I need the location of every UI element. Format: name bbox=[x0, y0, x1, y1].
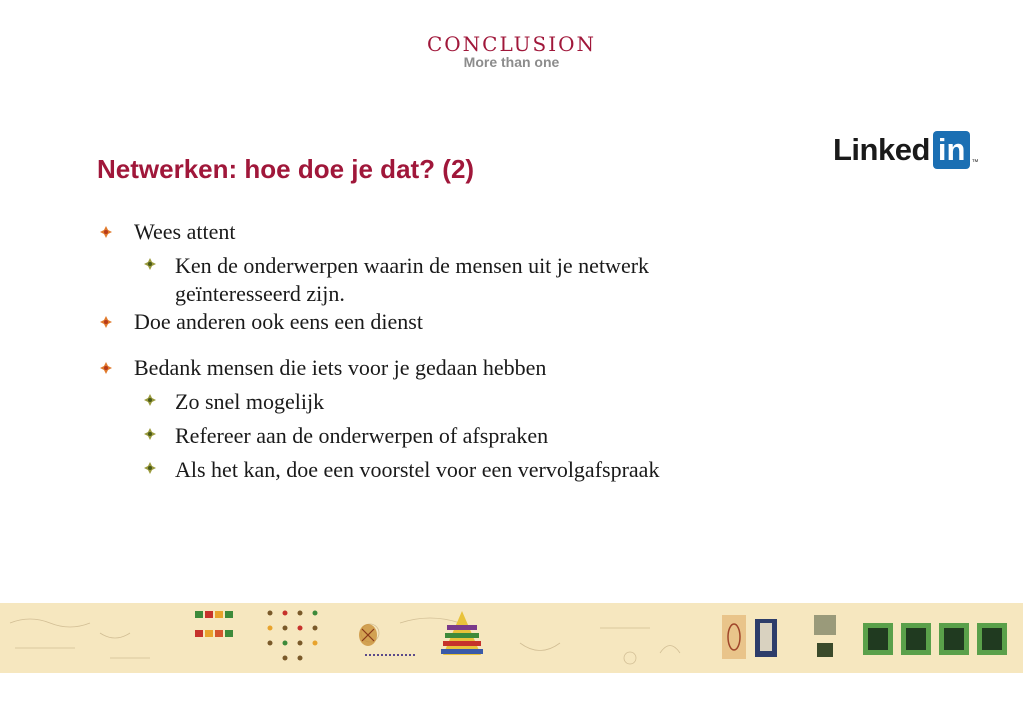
sub-bullet-item bbox=[97, 456, 697, 484]
sub-bullet-marker-icon bbox=[143, 427, 157, 441]
sub-bullet-text: Ken de onderwerpen waarin de mensen uit je netwerk geïnteresseerd zijn. bbox=[175, 253, 650, 306]
sub-bullet-text: Refereer aan de onderwerpen of afspraken bbox=[175, 423, 549, 448]
bullet-marker-icon bbox=[99, 225, 113, 239]
slide-title: Netwerken: hoe doe je dat? (2) bbox=[97, 154, 475, 184]
sub-bullet-item bbox=[97, 388, 697, 416]
bullet-text: Doe anderen ook eens een dienst bbox=[134, 309, 423, 334]
sub-bullet-marker-icon bbox=[143, 257, 157, 271]
sub-bullet-item bbox=[97, 422, 697, 450]
footer-artwork-strip bbox=[0, 603, 1023, 673]
brand-logo bbox=[0, 32, 1023, 70]
sub-bullet-marker-icon bbox=[143, 393, 157, 407]
bullet-list bbox=[97, 218, 697, 484]
sub-bullet-marker-icon bbox=[143, 461, 157, 475]
bullet-marker-icon bbox=[99, 315, 113, 329]
bullet-text: Wees attent bbox=[134, 219, 236, 244]
sub-bullet-item bbox=[97, 252, 697, 308]
bullet-item bbox=[97, 354, 697, 382]
sub-bullet-text: Als het kan, doe een voorstel voor een vervolgafspraak bbox=[175, 457, 660, 482]
brand-name: CONCLUSION bbox=[426, 32, 597, 56]
bullet-item bbox=[97, 308, 697, 336]
bullet-item bbox=[97, 218, 697, 246]
linkedin-logo-trademark: ™ bbox=[971, 159, 979, 166]
linkedin-logo-word: Linked bbox=[833, 132, 930, 167]
bullet-marker-icon bbox=[99, 361, 113, 375]
linkedin-logo bbox=[833, 130, 978, 170]
brand-tagline: More than one bbox=[463, 54, 560, 70]
linkedin-logo-box: in bbox=[933, 131, 971, 169]
bullet-text: Bedank mensen die iets voor je gedaan hebben bbox=[134, 355, 547, 380]
sub-bullet-text: Zo snel mogelijk bbox=[175, 389, 325, 414]
